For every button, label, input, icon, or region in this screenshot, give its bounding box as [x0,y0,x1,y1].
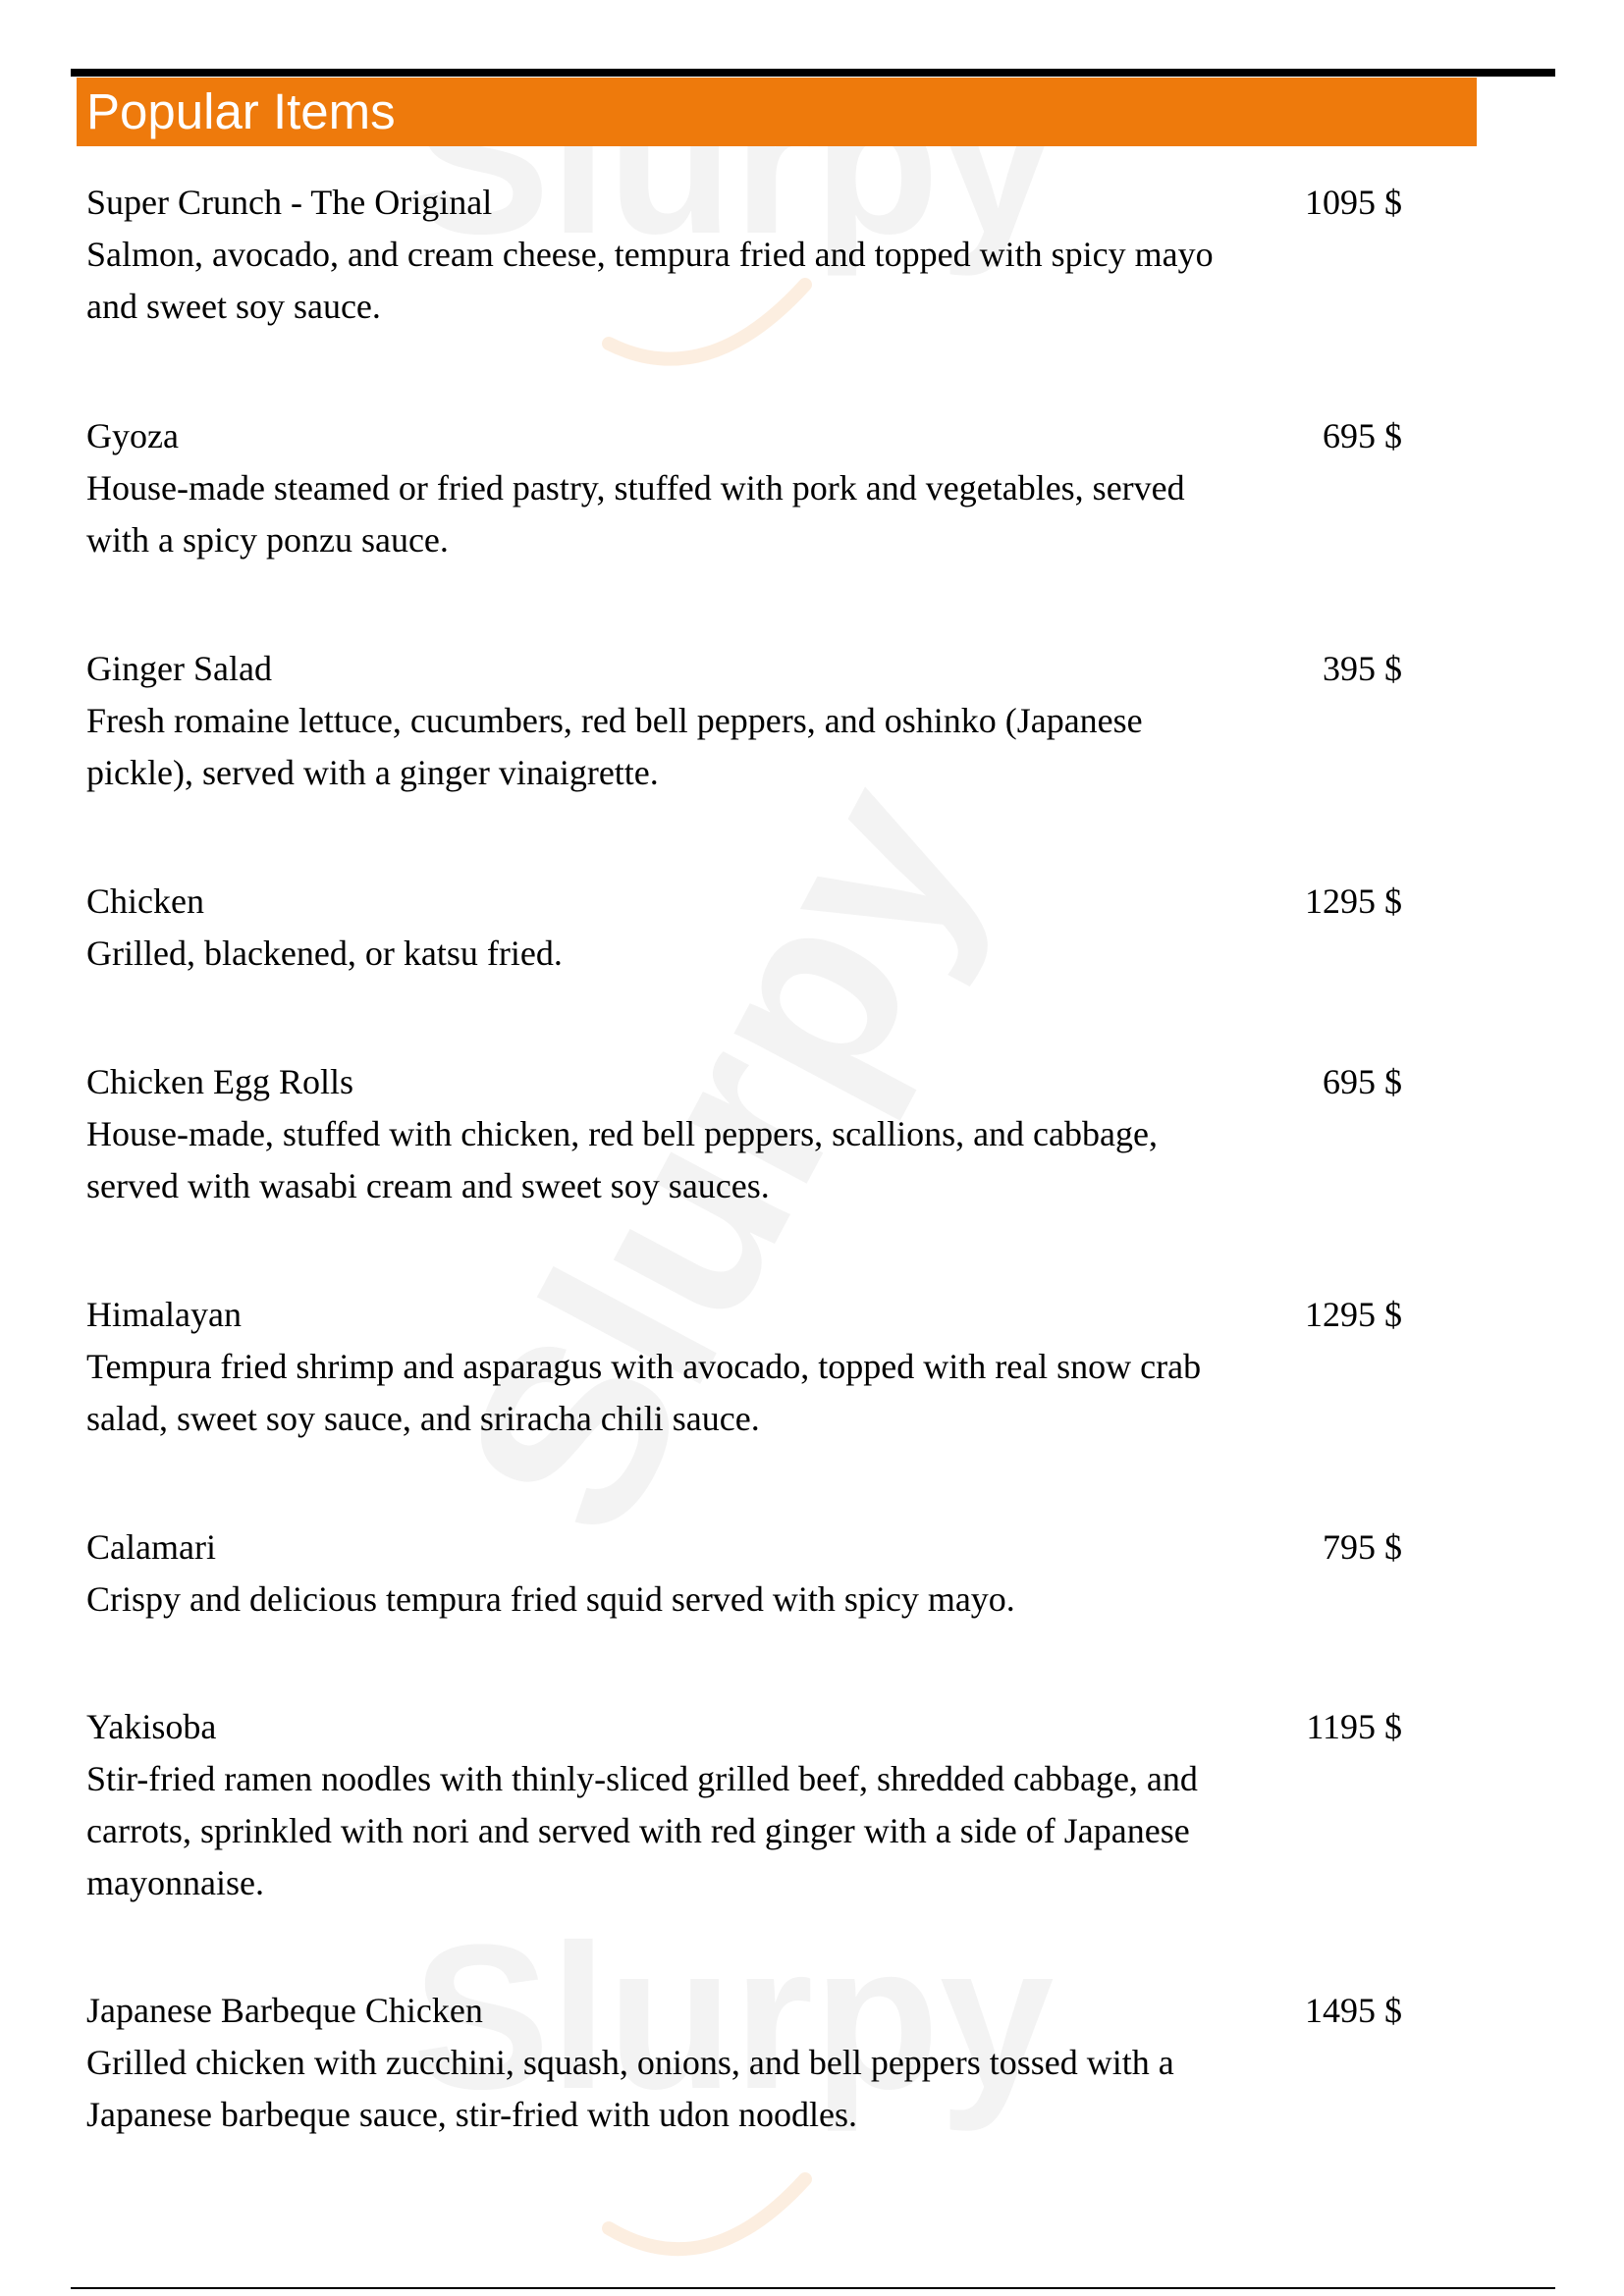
section-header [77,78,1477,146]
menu-item [86,1985,1402,2141]
menu-item [86,1522,1402,1626]
item-description: Grilled chicken with zucchini, squash, onions, and bell peppers tossed with a Japanese barbeque sauce, stir-fried with udon noodles. [86,2043,1174,2134]
item-name: Japanese Barbeque Chicken [86,1991,483,2030]
item-price: 695 $ [1323,416,1402,455]
item-name: Himalayan [86,1295,242,1334]
watermark-swirl-icon [599,2169,815,2277]
item-price: 695 $ [1323,1062,1402,1101]
item-name: Calamari [86,1527,216,1567]
menu-item [86,1289,1402,1445]
menu-item [86,1056,1402,1212]
item-name: Chicken [86,881,204,921]
bottom-divider [71,2287,1555,2289]
item-description: Tempura fried shrimp and asparagus with avocado, topped with real snow crab salad, sweet soy sauce, and sriracha chili sauce. [86,1347,1202,1438]
item-description: Grilled, blackened, or katsu fried. [86,934,563,973]
menu-item [86,876,1402,980]
item-description: House-made steamed or fried pastry, stuffed with pork and vegetables, served with a spicy ponzu sauce. [86,468,1185,560]
item-name: Yakisoba [86,1707,217,1746]
item-price: 1295 $ [1305,1295,1402,1334]
item-name: Super Crunch - The Original [86,183,493,222]
item-description: Salmon, avocado, and cream cheese, tempura fried and topped with spicy mayo and sweet soy sauce. [86,235,1214,326]
menu-item [86,177,1402,333]
item-price: 1195 $ [1306,1707,1402,1746]
menu-item [86,410,1402,566]
item-price: 1095 $ [1305,183,1402,222]
top-divider [71,69,1555,77]
item-name: Ginger Salad [86,649,272,688]
section-title: Popular Items [86,83,396,139]
item-name: Gyoza [86,416,179,455]
menu-item [86,643,1402,799]
item-description: House-made, stuffed with chicken, red bell peppers, scallions, and cabbage, served with wasabi cream and sweet soy sauces. [86,1114,1158,1205]
item-price: 395 $ [1323,649,1402,688]
item-description: Crispy and delicious tempura fried squid served with spicy mayo. [86,1579,1015,1619]
item-name: Chicken Egg Rolls [86,1062,353,1101]
item-description: Stir-fried ramen noodles with thinly-sliced grilled beef, shredded cabbage, and carrots, sprinkled with nori and served with red ginger with a side of Japanese mayonnaise. [86,1759,1198,1902]
item-price: 1495 $ [1305,1991,1402,2030]
item-price: 1295 $ [1305,881,1402,921]
item-price: 795 $ [1323,1527,1402,1567]
item-description: Fresh romaine lettuce, cucumbers, red bell peppers, and oshinko (Japanese pickle), served with a ginger vinaigrette. [86,701,1143,792]
menu-item [86,1701,1402,1909]
